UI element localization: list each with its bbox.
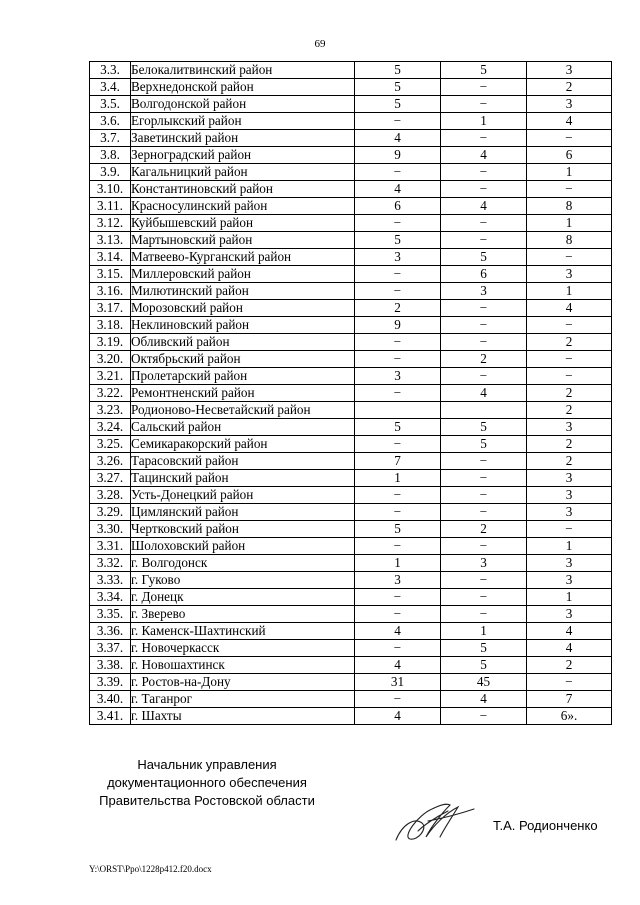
value-column-1: 31 (355, 674, 441, 691)
row-number: 3.22. (90, 385, 131, 402)
value-column-2: 5 (441, 436, 527, 453)
district-name: Миллеровский район (131, 266, 355, 283)
district-name: Обливский район (131, 334, 355, 351)
row-number: 3.24. (90, 419, 131, 436)
value-column-3: 2 (527, 657, 612, 674)
value-column-3: − (527, 521, 612, 538)
value-column-1: 3 (355, 249, 441, 266)
row-number: 3.6. (90, 113, 131, 130)
row-number: 3.25. (90, 436, 131, 453)
value-column-2: 5 (441, 62, 527, 79)
value-column-2: 6 (441, 266, 527, 283)
district-name: г. Шахты (131, 708, 355, 725)
value-column-2: − (441, 487, 527, 504)
table-body (90, 62, 612, 725)
value-column-3: 3 (527, 96, 612, 113)
value-column-1: − (355, 606, 441, 623)
row-number: 3.5. (90, 96, 131, 113)
value-column-1: 7 (355, 453, 441, 470)
value-column-3: 1 (527, 164, 612, 181)
district-name: Красносулинский район (131, 198, 355, 215)
value-column-3: 2 (527, 79, 612, 96)
table-row (90, 674, 612, 691)
table-row (90, 266, 612, 283)
value-column-2: 3 (441, 555, 527, 572)
value-column-3: 2 (527, 402, 612, 419)
row-number: 3.38. (90, 657, 131, 674)
value-column-2: − (441, 215, 527, 232)
row-number: 3.28. (90, 487, 131, 504)
row-number: 3.8. (90, 147, 131, 164)
district-name: Шолоховский район (131, 538, 355, 555)
table-row (90, 62, 612, 79)
district-name: г. Каменск-Шахтинский (131, 623, 355, 640)
value-column-2: 45 (441, 674, 527, 691)
district-name: Куйбышевский район (131, 215, 355, 232)
value-column-3: − (527, 351, 612, 368)
district-name: Неклиновский район (131, 317, 355, 334)
value-column-2: 5 (441, 657, 527, 674)
table-row (90, 657, 612, 674)
row-number: 3.11. (90, 198, 131, 215)
value-column-1: − (355, 589, 441, 606)
table-row (90, 368, 612, 385)
value-column-3: 3 (527, 62, 612, 79)
district-name: Белокалитвинский район (131, 62, 355, 79)
value-column-3: 3 (527, 606, 612, 623)
value-column-2: − (441, 470, 527, 487)
table-row (90, 317, 612, 334)
row-number: 3.41. (90, 708, 131, 725)
district-name: Семикаракорский район (131, 436, 355, 453)
value-column-3: 3 (527, 266, 612, 283)
value-column-1: 4 (355, 657, 441, 674)
table-row (90, 249, 612, 266)
file-path: Y:\ORST\Ppo\1228p412.f20.docx (89, 864, 212, 874)
value-column-1: 5 (355, 79, 441, 96)
value-column-3: 3 (527, 572, 612, 589)
value-column-2: − (441, 130, 527, 147)
value-column-3: 1 (527, 215, 612, 232)
value-column-3: − (527, 368, 612, 385)
district-name: Матвеево-Курганский район (131, 249, 355, 266)
page-number: 69 (314, 38, 326, 50)
value-column-1: 1 (355, 470, 441, 487)
value-column-3: 7 (527, 691, 612, 708)
row-number: 3.13. (90, 232, 131, 249)
value-column-1: 5 (355, 62, 441, 79)
row-number: 3.39. (90, 674, 131, 691)
table-row (90, 351, 612, 368)
district-name: Цимлянский район (131, 504, 355, 521)
value-column-3: 4 (527, 623, 612, 640)
district-name: Пролетарский район (131, 368, 355, 385)
value-column-3: − (527, 674, 612, 691)
signatory-title-line-2: документационного обеспечения (107, 775, 307, 790)
value-column-3: 3 (527, 504, 612, 521)
signatory-title-line-3: Правительства Ростовской области (99, 793, 315, 808)
table-row (90, 453, 612, 470)
value-column-1: − (355, 283, 441, 300)
district-name: г. Донецк (131, 589, 355, 606)
value-column-2: 4 (441, 147, 527, 164)
district-name: Заветинский район (131, 130, 355, 147)
table-row (90, 96, 612, 113)
table-row (90, 691, 612, 708)
value-column-1: − (355, 334, 441, 351)
table-row (90, 198, 612, 215)
table-row (90, 521, 612, 538)
district-name: Кагальницкий район (131, 164, 355, 181)
row-number: 3.4. (90, 79, 131, 96)
table-row (90, 436, 612, 453)
value-column-3: 3 (527, 470, 612, 487)
district-name: Константиновский район (131, 181, 355, 198)
district-name: Тацинский район (131, 470, 355, 487)
value-column-1 (355, 402, 441, 419)
district-name: Морозовский район (131, 300, 355, 317)
value-column-3: 6 (527, 147, 612, 164)
signatory-name: Т.А. Родионченко (493, 818, 598, 833)
value-column-3: 2 (527, 334, 612, 351)
table-row (90, 113, 612, 130)
value-column-2: − (441, 708, 527, 725)
value-column-1: − (355, 113, 441, 130)
value-column-1: − (355, 164, 441, 181)
table-row (90, 708, 612, 725)
table-row (90, 283, 612, 300)
district-name: г. Новочеркасск (131, 640, 355, 657)
row-number: 3.33. (90, 572, 131, 589)
value-column-3: 1 (527, 538, 612, 555)
value-column-2 (441, 402, 527, 419)
table-row (90, 504, 612, 521)
value-column-1: 3 (355, 368, 441, 385)
district-name: Мартыновский район (131, 232, 355, 249)
value-column-3: 1 (527, 283, 612, 300)
value-column-1: − (355, 691, 441, 708)
row-number: 3.12. (90, 215, 131, 232)
value-column-1: 4 (355, 708, 441, 725)
row-number: 3.3. (90, 62, 131, 79)
table-row (90, 147, 612, 164)
value-column-1: − (355, 436, 441, 453)
value-column-3: 8 (527, 232, 612, 249)
value-column-2: 5 (441, 640, 527, 657)
value-column-3: − (527, 249, 612, 266)
value-column-3: 4 (527, 300, 612, 317)
value-column-3: 4 (527, 113, 612, 130)
value-column-2: 2 (441, 351, 527, 368)
value-column-3: 6». (527, 708, 612, 725)
table-row (90, 300, 612, 317)
table-row (90, 232, 612, 249)
value-column-1: − (355, 266, 441, 283)
district-name: Милютинский район (131, 283, 355, 300)
row-number: 3.10. (90, 181, 131, 198)
table-row (90, 555, 612, 572)
value-column-1: 1 (355, 555, 441, 572)
value-column-1: − (355, 351, 441, 368)
value-column-1: 5 (355, 96, 441, 113)
value-column-1: − (355, 215, 441, 232)
row-number: 3.32. (90, 555, 131, 572)
value-column-1: 5 (355, 232, 441, 249)
row-number: 3.26. (90, 453, 131, 470)
row-number: 3.29. (90, 504, 131, 521)
value-column-2: − (441, 453, 527, 470)
district-name: Чертковский район (131, 521, 355, 538)
signatory-title (90, 756, 324, 810)
district-name: г. Таганрог (131, 691, 355, 708)
value-column-2: − (441, 504, 527, 521)
value-column-1: − (355, 504, 441, 521)
value-column-1: 5 (355, 419, 441, 436)
value-column-2: 5 (441, 419, 527, 436)
value-column-2: − (441, 606, 527, 623)
table-row (90, 79, 612, 96)
district-name: Октябрьский район (131, 351, 355, 368)
value-column-2: − (441, 181, 527, 198)
value-column-2: − (441, 334, 527, 351)
value-column-3: 3 (527, 487, 612, 504)
value-column-1: 5 (355, 521, 441, 538)
value-column-2: 4 (441, 198, 527, 215)
value-column-1: 4 (355, 130, 441, 147)
value-column-1: 9 (355, 147, 441, 164)
row-number: 3.19. (90, 334, 131, 351)
value-column-3: − (527, 130, 612, 147)
row-number: 3.16. (90, 283, 131, 300)
value-column-2: 4 (441, 385, 527, 402)
value-column-2: − (441, 96, 527, 113)
value-column-2: − (441, 164, 527, 181)
table-row (90, 130, 612, 147)
row-number: 3.9. (90, 164, 131, 181)
table-row (90, 334, 612, 351)
table-row (90, 181, 612, 198)
value-column-2: − (441, 589, 527, 606)
value-column-3: − (527, 181, 612, 198)
value-column-1: 9 (355, 317, 441, 334)
signatory-title-line-1: Начальник управления (137, 757, 277, 772)
value-column-1: − (355, 640, 441, 657)
table-row (90, 606, 612, 623)
table-row (90, 487, 612, 504)
value-column-2: − (441, 538, 527, 555)
row-number: 3.27. (90, 470, 131, 487)
row-number: 3.17. (90, 300, 131, 317)
value-column-1: − (355, 487, 441, 504)
row-number: 3.30. (90, 521, 131, 538)
row-number: 3.35. (90, 606, 131, 623)
value-column-2: − (441, 232, 527, 249)
value-column-3: 2 (527, 453, 612, 470)
table-row (90, 215, 612, 232)
district-name: Ремонтненский район (131, 385, 355, 402)
district-name: Сальский район (131, 419, 355, 436)
value-column-2: − (441, 300, 527, 317)
districts-table (89, 61, 612, 725)
value-column-1: 3 (355, 572, 441, 589)
value-column-2: − (441, 79, 527, 96)
table-row (90, 470, 612, 487)
district-name: г. Новошахтинск (131, 657, 355, 674)
handwritten-signature (388, 795, 478, 850)
value-column-1: 4 (355, 623, 441, 640)
district-name: Верхнедонской район (131, 79, 355, 96)
row-number: 3.21. (90, 368, 131, 385)
value-column-2: 4 (441, 691, 527, 708)
district-name: г. Гуково (131, 572, 355, 589)
row-number: 3.7. (90, 130, 131, 147)
row-number: 3.20. (90, 351, 131, 368)
row-number: 3.18. (90, 317, 131, 334)
value-column-1: 6 (355, 198, 441, 215)
row-number: 3.31. (90, 538, 131, 555)
value-column-2: − (441, 368, 527, 385)
table-row (90, 385, 612, 402)
table-row (90, 164, 612, 181)
district-name: Родионово-Несветайский район (131, 402, 355, 419)
district-name: Усть-Донецкий район (131, 487, 355, 504)
row-number: 3.15. (90, 266, 131, 283)
district-name: Волгодонской район (131, 96, 355, 113)
value-column-2: 5 (441, 249, 527, 266)
value-column-3: 2 (527, 385, 612, 402)
value-column-3: 3 (527, 419, 612, 436)
table-row (90, 419, 612, 436)
value-column-3: 4 (527, 640, 612, 657)
row-number: 3.37. (90, 640, 131, 657)
row-number: 3.14. (90, 249, 131, 266)
value-column-2: 3 (441, 283, 527, 300)
value-column-2: − (441, 572, 527, 589)
value-column-3: 1 (527, 589, 612, 606)
table-row (90, 589, 612, 606)
value-column-3: − (527, 317, 612, 334)
value-column-1: 4 (355, 181, 441, 198)
value-column-3: 8 (527, 198, 612, 215)
value-column-2: 2 (441, 521, 527, 538)
district-name: г. Ростов-на-Дону (131, 674, 355, 691)
table-row (90, 402, 612, 419)
district-name: Егорлыкский район (131, 113, 355, 130)
value-column-3: 3 (527, 555, 612, 572)
district-name: г. Волгодонск (131, 555, 355, 572)
row-number: 3.40. (90, 691, 131, 708)
table-row (90, 572, 612, 589)
table-row (90, 623, 612, 640)
row-number: 3.34. (90, 589, 131, 606)
value-column-2: 1 (441, 623, 527, 640)
district-name: Тарасовский район (131, 453, 355, 470)
value-column-2: − (441, 317, 527, 334)
row-number: 3.23. (90, 402, 131, 419)
value-column-3: 2 (527, 436, 612, 453)
value-column-1: − (355, 385, 441, 402)
row-number: 3.36. (90, 623, 131, 640)
district-name: Зерноградский район (131, 147, 355, 164)
table-row (90, 640, 612, 657)
value-column-2: 1 (441, 113, 527, 130)
table-row (90, 538, 612, 555)
district-name: г. Зверево (131, 606, 355, 623)
value-column-1: 2 (355, 300, 441, 317)
value-column-1: − (355, 538, 441, 555)
